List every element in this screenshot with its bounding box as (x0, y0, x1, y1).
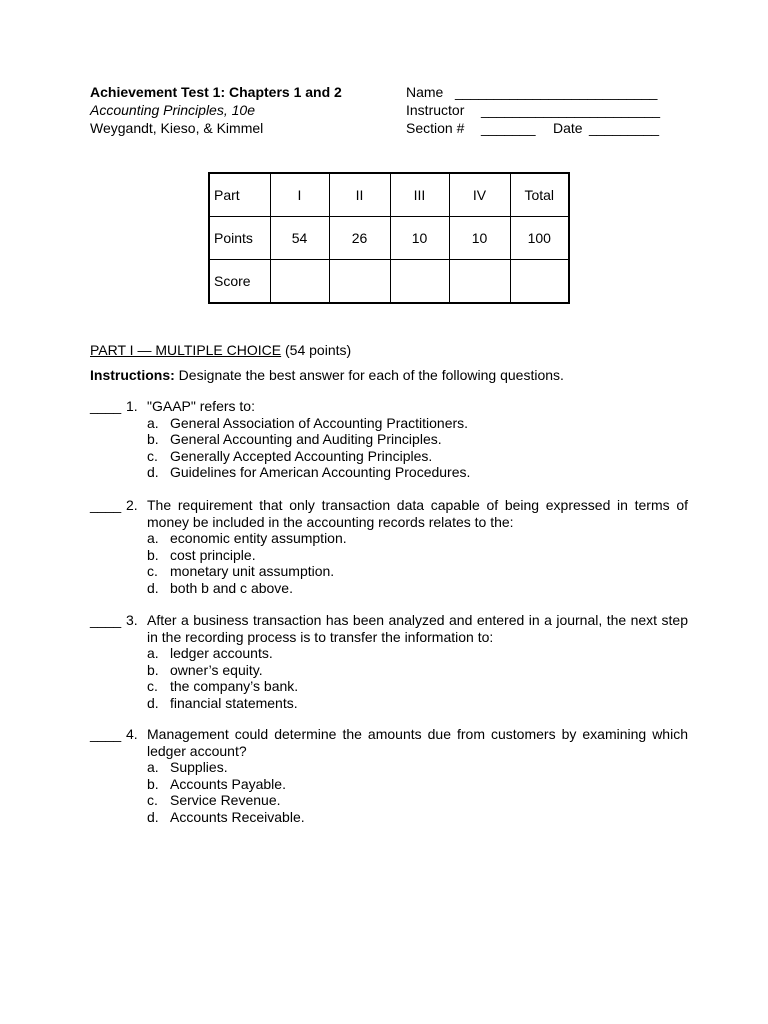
option-text: financial statements. (170, 694, 298, 711)
option-text: economic entity assumption. (170, 530, 347, 546)
question-3 (90, 612, 688, 711)
points-cell: 10 (390, 217, 449, 260)
option-d (147, 464, 688, 481)
option-text: Supplies. (170, 759, 228, 775)
option-text: ledger accounts. (170, 645, 273, 661)
option-text: monetary unit assumption. (170, 563, 335, 579)
answer-blank[interactable]: ____ (90, 497, 122, 513)
answer-blank[interactable]: ____ (90, 726, 122, 742)
option-a (147, 645, 688, 662)
option-b (147, 431, 688, 448)
part-header: II (329, 173, 390, 217)
option-letter: b. (147, 431, 159, 447)
instructions-label: Instructions: (90, 367, 175, 383)
question-stem: The requirement that only transaction data capable of being expressed in terms of money be included in the accounting records relates to the: (147, 497, 688, 530)
instructions-text: Designate the best answer for each of the following questions. (178, 367, 564, 383)
option-letter: d. (147, 579, 159, 596)
option-letter: c. (147, 792, 158, 808)
option-letter: c. (147, 447, 158, 464)
option-b (147, 547, 688, 564)
option-d (147, 809, 688, 826)
instructions (90, 367, 564, 383)
part-header: IV (449, 173, 510, 217)
option-text: both b and c above. (170, 579, 293, 596)
option-text: General Association of Accounting Practitioners. (170, 414, 469, 431)
option-letter: a. (147, 759, 159, 775)
question-number: 2. (126, 497, 138, 513)
part1-title: PART I — MULTIPLE CHOICE (90, 342, 282, 358)
option-c (147, 678, 688, 695)
part1-heading (90, 342, 351, 358)
option-text: the company’s bank. (170, 678, 299, 694)
question-stem: After a business transaction has been analyzed and entered in a journal, the next step in the recording process is to transfer the information to: (147, 612, 688, 645)
points-cell: 54 (270, 217, 329, 260)
question-number: 3. (126, 612, 138, 628)
part-header-total: Total (510, 173, 569, 217)
table-row (209, 173, 569, 217)
book-title: Accounting Principles, 10e (90, 102, 255, 118)
option-letter: d. (147, 694, 159, 711)
option-letter: a. (147, 414, 159, 431)
points-cell-total: 100 (510, 217, 569, 260)
option-letter: b. (147, 775, 159, 792)
date-label: Date (553, 120, 583, 136)
option-text: Guidelines for American Accounting Procedures. (170, 464, 471, 480)
option-a (147, 530, 688, 547)
option-letter: a. (147, 530, 159, 546)
score-cell[interactable] (390, 260, 449, 304)
score-table (208, 172, 570, 304)
question-number: 4. (126, 726, 138, 742)
section-line[interactable]: _______ (481, 120, 536, 136)
option-text: owner’s equity. (170, 661, 263, 678)
option-letter: b. (147, 661, 159, 678)
question-4 (90, 726, 688, 825)
section-label: Section # (406, 120, 465, 136)
row-label-points: Points (209, 217, 270, 260)
option-letter: d. (147, 808, 159, 825)
option-letter: c. (147, 678, 158, 694)
part1-points: (54 points) (285, 342, 352, 358)
option-d (147, 580, 688, 597)
option-b (147, 776, 688, 793)
score-cell[interactable] (270, 260, 329, 304)
row-label-part: Part (209, 173, 270, 217)
option-c (147, 448, 688, 465)
option-b (147, 662, 688, 679)
answer-blank[interactable]: ____ (90, 398, 122, 414)
option-text: cost principle. (170, 546, 256, 563)
option-c (147, 563, 688, 580)
option-text: Accounts Receivable. (170, 808, 305, 825)
name-line[interactable]: __________________________ (455, 84, 658, 100)
option-letter: c. (147, 563, 158, 579)
option-text: Generally Accepted Accounting Principles. (170, 447, 433, 464)
option-text: Service Revenue. (170, 792, 281, 808)
test-title: Achievement Test 1: Chapters 1 and 2 (90, 84, 342, 100)
authors: Weygandt, Kieso, & Kimmel (90, 120, 264, 136)
question-stem: Management could determine the amounts due from customers by examining which ledger account? (147, 726, 688, 759)
part-header: I (270, 173, 329, 217)
option-text: Accounts Payable. (170, 775, 286, 792)
option-text: General Accounting and Auditing Principles. (170, 431, 442, 447)
score-cell[interactable] (329, 260, 390, 304)
question-number: 1. (126, 398, 138, 414)
instructor-label: Instructor (406, 102, 465, 118)
score-cell-total[interactable] (510, 260, 569, 304)
answer-blank[interactable]: ____ (90, 612, 122, 628)
option-c (147, 792, 688, 809)
question-2 (90, 497, 688, 596)
points-cell: 10 (449, 217, 510, 260)
name-label: Name (406, 84, 444, 100)
row-label-score: Score (209, 260, 270, 304)
option-a (147, 415, 688, 432)
table-row (209, 217, 569, 260)
table-row (209, 260, 569, 304)
part-header: III (390, 173, 449, 217)
option-letter: a. (147, 645, 159, 661)
question-stem: "GAAP" refers to: (147, 398, 255, 414)
option-d (147, 695, 688, 712)
option-letter: d. (147, 464, 159, 480)
points-cell: 26 (329, 217, 390, 260)
instructor-line[interactable]: _______________________ (481, 102, 661, 118)
score-cell[interactable] (449, 260, 510, 304)
option-letter: b. (147, 546, 159, 563)
option-a (147, 759, 688, 776)
date-line[interactable]: _________ (589, 120, 660, 136)
question-1 (90, 398, 688, 481)
